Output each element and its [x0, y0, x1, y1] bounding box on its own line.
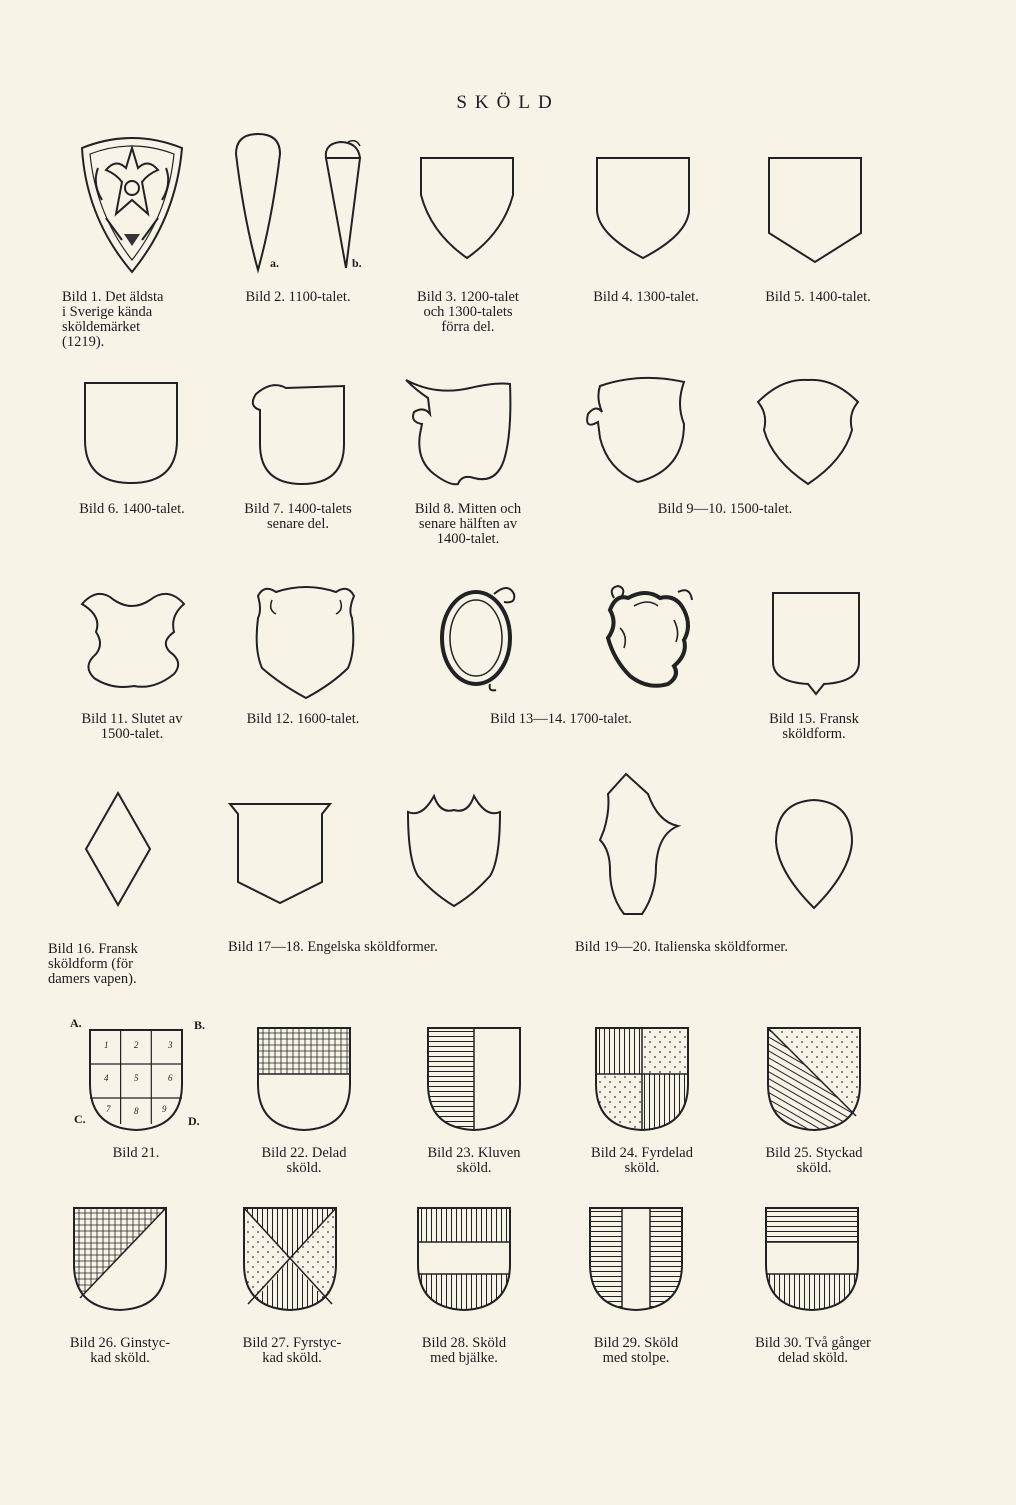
corner-label-b: B.: [194, 1018, 206, 1032]
field-number: 6: [168, 1073, 173, 1083]
corner-label-d: D.: [188, 1114, 200, 1128]
field-number: 9: [162, 1104, 167, 1114]
figure-caption-29: Bild 29. Sköld med stolpe.: [593, 1335, 679, 1366]
shield-22-figure: [254, 1024, 354, 1134]
figure-caption-6: Bild 6. 1400-talet.: [79, 501, 185, 517]
shield-12-figure: [248, 580, 362, 704]
shield-2a-figure: [228, 130, 288, 280]
shield-27-figure: [240, 1204, 340, 1316]
figure-caption-28: Bild 28. Sköld med bjälke.: [421, 1335, 507, 1366]
shield-17-figure: [228, 800, 332, 906]
shield-25-figure: [764, 1024, 864, 1134]
figure-caption-25: Bild 25. Styckad sköld.: [765, 1145, 863, 1176]
figure-caption-30: Bild 30. Två gånger delad sköld.: [755, 1335, 871, 1366]
field-number: 8: [134, 1106, 139, 1116]
shield-7-figure: [244, 380, 348, 488]
figure-caption-8: Bild 8. Mitten och senare hälften av 1400-talet.: [414, 501, 522, 547]
figure-caption-22: Bild 22. Delad sköld.: [261, 1145, 347, 1176]
shield-11-figure: [74, 582, 194, 694]
field-number: 3: [168, 1040, 173, 1050]
figure-caption-5: Bild 5. 1400-talet.: [765, 289, 871, 305]
shield-23-figure: [424, 1024, 524, 1134]
shield-10-figure: [752, 374, 864, 488]
shield-13-figure: [430, 580, 526, 692]
shield-28-figure: [414, 1204, 514, 1316]
shield-19-figure: [592, 770, 682, 920]
figure-caption-3: Bild 3. 1200-talet och 1300-talets förra del.: [417, 289, 519, 335]
shield-16-figure: [82, 790, 154, 908]
shield-14-figure: [600, 580, 700, 696]
shield-24-figure: [592, 1024, 692, 1134]
oldest-shield-figure: [76, 128, 188, 276]
figure-caption-13-14: Bild 13—14. 1700-talet.: [490, 711, 632, 727]
shield-2b-figure: [318, 136, 368, 276]
figure-caption-4: Bild 4. 1300-talet.: [593, 289, 699, 305]
figure-caption-24: Bild 24. Fyrdelad sköld.: [591, 1145, 693, 1176]
figure-caption-2: Bild 2. 1100-talet.: [245, 289, 351, 305]
figure-caption-26: Bild 26. Ginstyc- kad sköld.: [69, 1335, 171, 1366]
shield-3-figure: [418, 155, 516, 261]
figure-caption-9-10: Bild 9—10. 1500-talet.: [657, 501, 793, 517]
figure-caption-12: Bild 12. 1600-talet.: [246, 711, 360, 727]
figure-caption-11: Bild 11. Slutet av 1500-talet.: [81, 711, 183, 742]
shield-8-figure: [400, 374, 518, 490]
field-number: 2: [134, 1040, 139, 1050]
shield-26-figure: [70, 1204, 170, 1316]
figure-label-2b: b.: [352, 256, 362, 270]
shield-4-figure: [594, 155, 692, 261]
field-number: 1: [104, 1040, 109, 1050]
shield-18-figure: [404, 790, 504, 910]
figure-label-2a: a.: [270, 256, 279, 270]
corner-label-a: A.: [70, 1016, 82, 1030]
shield-30-figure: [762, 1204, 862, 1316]
figure-caption-16: Bild 16. Fransk sköldform (för damers vapen).: [48, 941, 138, 987]
figure-caption-21: Bild 21.: [112, 1145, 160, 1161]
figure-caption-7: Bild 7. 1400-talets senare del.: [244, 501, 352, 532]
field-number: 5: [134, 1073, 139, 1083]
field-number: 4: [104, 1073, 109, 1083]
figure-caption-1: Bild 1. Det äldsta i Sverige kända sköldemärket (1219).: [62, 289, 164, 350]
shield-9-figure: [580, 374, 696, 488]
shield-15-figure: [770, 590, 862, 698]
corner-label-c: C.: [74, 1112, 86, 1126]
figure-caption-19-20: Bild 19—20. Italienska sköldformer.: [575, 939, 789, 955]
shield-29-figure: [586, 1204, 686, 1316]
page-title: SKÖLD: [456, 92, 560, 113]
figure-caption-27: Bild 27. Fyrstyc- kad sköld.: [242, 1335, 342, 1366]
shield-6-figure: [82, 380, 180, 486]
field-number: 7: [106, 1104, 111, 1114]
figure-caption-23: Bild 23. Kluven sköld.: [427, 1145, 521, 1176]
figure-caption-15: Bild 15. Fransk sköldform.: [769, 711, 859, 742]
figure-caption-17-18: Bild 17—18. Engelska sköldformer.: [228, 939, 438, 955]
shield-20-figure: [772, 796, 856, 912]
shield-5-figure: [766, 155, 864, 265]
